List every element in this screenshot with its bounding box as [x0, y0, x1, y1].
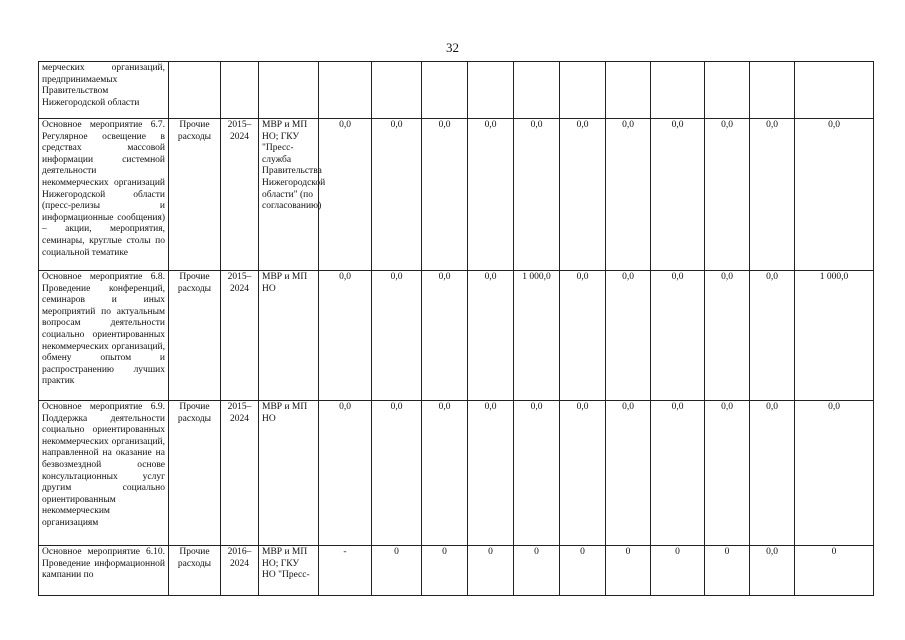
- value-cell: 1 000,0: [795, 271, 874, 401]
- value-cell: -: [319, 546, 372, 596]
- expense-type-cell: Прочие расходы: [169, 271, 221, 401]
- value-cell: 0,0: [372, 401, 422, 546]
- value-cell: 0,0: [606, 401, 651, 546]
- activity-name-cell: Основное мероприятие 6.10. Проведение информационной кампании по: [39, 546, 169, 596]
- value-cell: [651, 62, 705, 119]
- value-cell: 0,0: [651, 119, 705, 271]
- executor-cell: [259, 62, 319, 119]
- value-cell: 0,0: [560, 271, 606, 401]
- period-cell: 2016–2024: [221, 546, 259, 596]
- value-cell: 0,0: [705, 119, 750, 271]
- value-cell: 0,0: [319, 119, 372, 271]
- value-cell: 0,0: [422, 401, 468, 546]
- value-cell: 0,0: [750, 401, 795, 546]
- value-cell: 0,0: [372, 119, 422, 271]
- value-cell: [795, 62, 874, 119]
- value-cell: 0,0: [606, 271, 651, 401]
- value-cell: 1 000,0: [514, 271, 560, 401]
- value-cell: 0,0: [560, 401, 606, 546]
- value-cell: [372, 62, 422, 119]
- table-row: [39, 119, 874, 271]
- value-cell: 0,0: [750, 271, 795, 401]
- value-cell: 0,0: [514, 401, 560, 546]
- expense-type-cell: Прочие расходы: [169, 401, 221, 546]
- value-cell: 0: [372, 546, 422, 596]
- value-cell: 0: [651, 546, 705, 596]
- table-row: [39, 271, 874, 401]
- table-row: [39, 62, 874, 119]
- activity-name-cell: Основное мероприятие 6.9. Поддержка деятельности социально ориентированных некоммерческих организаций, направленной на оказание на безвозмездной основе консультационных услуг другим социально ориентированным некоммерческим организациям: [39, 401, 169, 546]
- value-cell: 0,0: [468, 271, 514, 401]
- value-cell: 0,0: [319, 401, 372, 546]
- value-cell: 0,0: [795, 401, 874, 546]
- page-number: 32: [446, 40, 459, 55]
- value-cell: 0,0: [705, 271, 750, 401]
- value-cell: 0,0: [705, 401, 750, 546]
- table-row: [39, 546, 874, 596]
- value-cell: [319, 62, 372, 119]
- value-cell: [606, 62, 651, 119]
- value-cell: 0,0: [606, 119, 651, 271]
- value-cell: [422, 62, 468, 119]
- value-cell: 0,0: [372, 271, 422, 401]
- value-cell: 0: [468, 546, 514, 596]
- period-cell: [221, 62, 259, 119]
- value-cell: 0: [606, 546, 651, 596]
- value-cell: 0,0: [651, 271, 705, 401]
- expense-type-cell: [169, 62, 221, 119]
- value-cell: 0,0: [319, 271, 372, 401]
- value-cell: 0,0: [795, 119, 874, 271]
- value-cell: 0: [422, 546, 468, 596]
- period-cell: 2015–2024: [221, 119, 259, 271]
- value-cell: 0: [705, 546, 750, 596]
- activity-name-cell: Основное мероприятие 6.8. Проведение конференций, семинаров и иных мероприятий по актуальным вопросам деятельности социально ориентированных некоммерческих организаций, обмену опытом и распространению лучших практик: [39, 271, 169, 401]
- value-cell: 0: [514, 546, 560, 596]
- value-cell: 0,0: [750, 546, 795, 596]
- value-cell: 0,0: [468, 401, 514, 546]
- executor-cell: МВР и МП НО: [259, 401, 319, 546]
- value-cell: 0,0: [560, 119, 606, 271]
- value-cell: [705, 62, 750, 119]
- value-cell: 0,0: [750, 119, 795, 271]
- budget-table: [38, 61, 874, 596]
- period-cell: 2015–2024: [221, 271, 259, 401]
- executor-cell: МВР и МП НО; ГКУ "Пресс-служба Правительства Нижегородской области" (по согласованию): [259, 119, 319, 271]
- value-cell: 0,0: [422, 271, 468, 401]
- expense-type-cell: Прочие расходы: [169, 546, 221, 596]
- value-cell: [750, 62, 795, 119]
- expense-type-cell: Прочие расходы: [169, 119, 221, 271]
- executor-cell: МВР и МП НО: [259, 271, 319, 401]
- value-cell: [468, 62, 514, 119]
- value-cell: 0,0: [514, 119, 560, 271]
- executor-cell: МВР и МП НО; ГКУ НО "Пресс-: [259, 546, 319, 596]
- period-cell: 2015–2024: [221, 401, 259, 546]
- value-cell: 0: [560, 546, 606, 596]
- value-cell: 0,0: [651, 401, 705, 546]
- value-cell: 0,0: [468, 119, 514, 271]
- value-cell: [560, 62, 606, 119]
- table-row: [39, 401, 874, 546]
- value-cell: 0: [795, 546, 874, 596]
- activity-name-cell: мерческих организаций, предпринимаемых Правительством Нижегородской области: [39, 62, 169, 119]
- value-cell: [514, 62, 560, 119]
- value-cell: 0,0: [422, 119, 468, 271]
- activity-name-cell: Основное мероприятие 6.7. Регулярное освещение в средствах массовой информации системной деятельности некоммерческих организаций Нижегородской области (пресс-релизы и информационные сообщения) – акции, мероприятия, семинары, круглые столы по социальной тематике: [39, 119, 169, 271]
